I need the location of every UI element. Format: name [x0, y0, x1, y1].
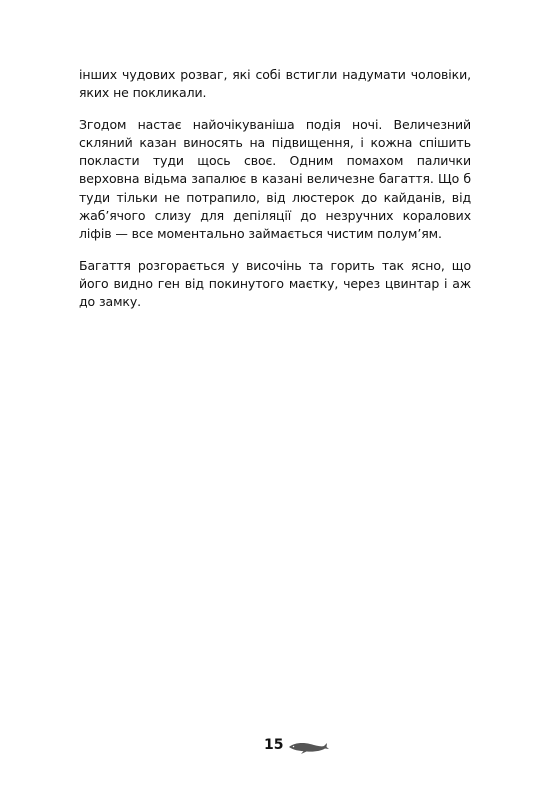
page-footer — [0, 735, 550, 759]
whale-icon — [288, 738, 330, 756]
paragraph-cauldron: Згодом настає найочікуваніша подія ночі. Величезний скляний казан виносять на підвищення, і кожна спішить покласти туди щось своє. Одним помахом палички верховна відьма запалює в казані величезне багаття. Що б туди тільки не потрапило, від люстерок до кайданів, від жаб’ячого слизу для депіляції до незручних коралових ліфів — все моментально займається чистим полум’ям. — [79, 116, 471, 242]
paragraph-continuation: інших чудових розваг, які собі встигли надумати чоловіки, яких не покликали. — [79, 67, 471, 101]
page-number: 15 — [264, 737, 284, 753]
paragraph-bonfire: Багаття розгорається у височінь та горить так ясно, що його видно ген від покинутого маєтку, через цвинтар і аж до замку. — [79, 257, 471, 310]
page-body-text — [79, 66, 471, 325]
